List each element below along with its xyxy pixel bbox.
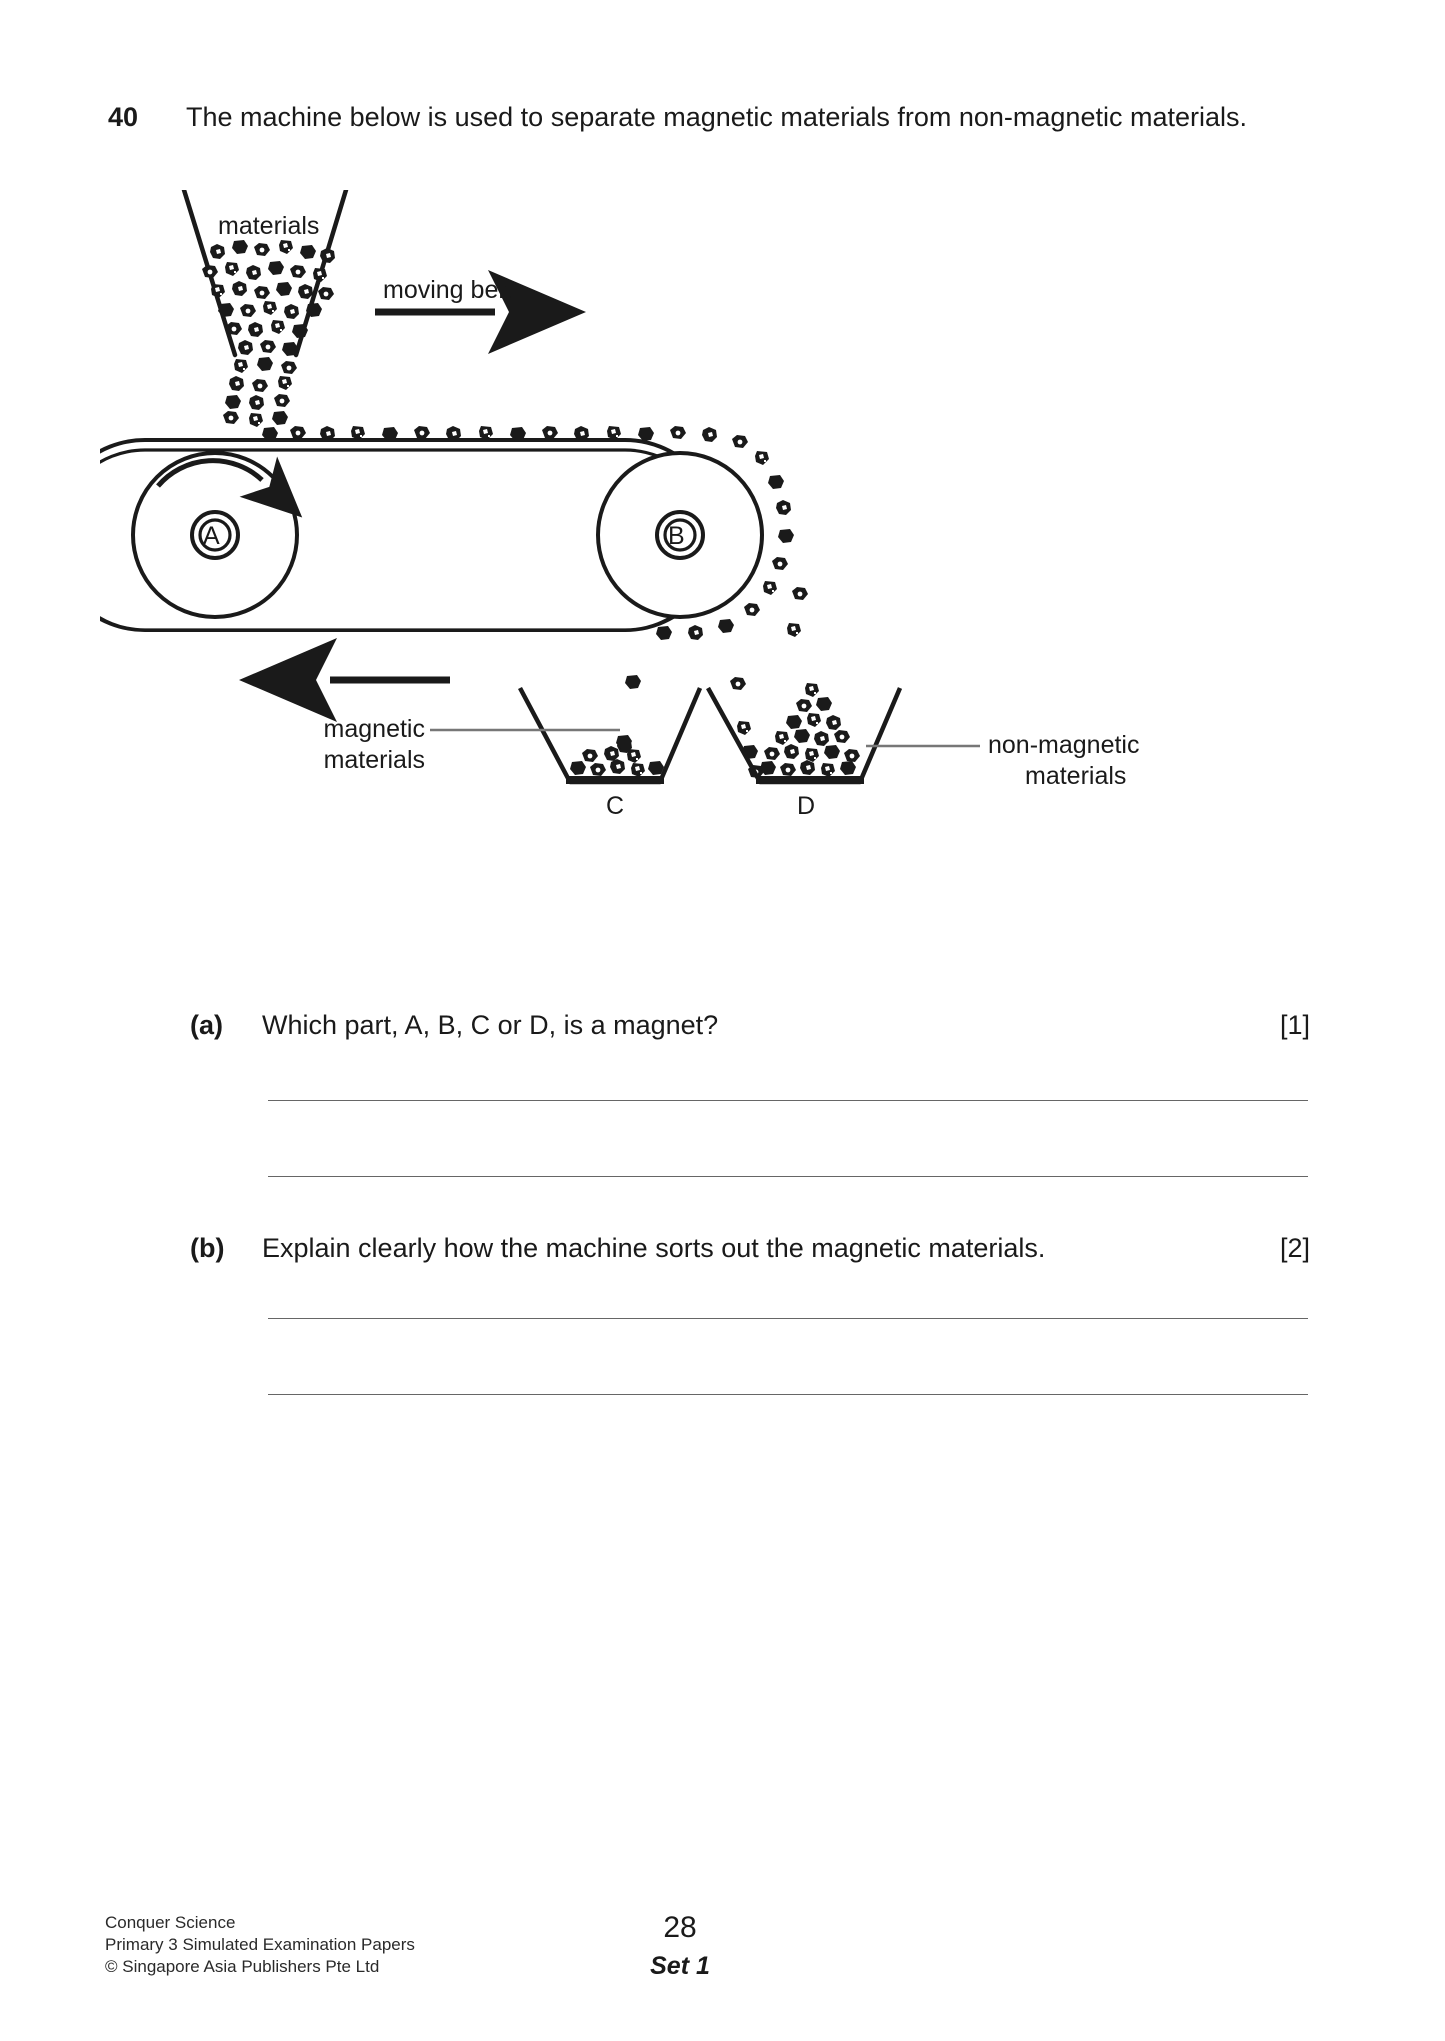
container-d-material	[760, 683, 860, 777]
part-b-tag: (b)	[190, 1233, 225, 1263]
pulley-b-label: B	[668, 522, 685, 550]
pulley-a-label: A	[203, 522, 220, 550]
container-c	[520, 688, 700, 784]
footer-line-3: © Singapore Asia Publishers Pte Ltd	[105, 1957, 380, 1976]
container-c-material	[570, 735, 664, 777]
set-label: Set 1	[650, 1952, 710, 1980]
question-number: 40	[108, 102, 139, 132]
footer-line-1: Conquer Science	[105, 1913, 236, 1932]
part-a-answer-line-2[interactable]	[268, 1176, 1308, 1177]
footer-line-2: Primary 3 Simulated Examination Papers	[105, 1935, 415, 1954]
question-part-b	[190, 1228, 1310, 1268]
part-a-tag: (a)	[190, 1010, 223, 1040]
container-d-label: D	[796, 792, 816, 820]
magnetic-materials-label-line2: materials	[323, 746, 425, 774]
question-stem	[108, 96, 1308, 139]
question-text: The machine below is used to separate magnetic materials from non-magnetic materials.	[186, 102, 1247, 132]
magnetic-materials-label-line1: magnetic	[323, 715, 425, 743]
container-c-label: C	[605, 792, 625, 820]
question-part-a	[190, 1005, 1310, 1045]
machine-diagram-svg	[100, 190, 1360, 940]
part-b-text: Explain clearly how the machine sorts out the magnetic materials.	[262, 1233, 1046, 1263]
hopper-material	[202, 240, 335, 427]
non-magnetic-materials-label-line2: materials	[1025, 762, 1127, 790]
non-magnetic-materials-label-line1: non-magnetic	[988, 731, 1140, 759]
part-a-answer-line-1[interactable]	[268, 1100, 1308, 1101]
part-b-marks: [2]	[1279, 1233, 1310, 1263]
moving-belt-label: moving belt	[383, 276, 511, 304]
part-b-answer-line-1[interactable]	[268, 1318, 1308, 1319]
part-a-text: Which part, A, B, C or D, is a magnet?	[262, 1010, 719, 1040]
materials-label: materials	[218, 212, 320, 240]
part-a-marks: [1]	[1279, 1010, 1310, 1040]
part-b-answer-line-2[interactable]	[268, 1394, 1308, 1395]
page-number: 28	[663, 1911, 697, 1944]
machine-diagram	[100, 190, 1360, 940]
falling-material	[617, 675, 764, 778]
footer-credits	[105, 1912, 415, 1978]
